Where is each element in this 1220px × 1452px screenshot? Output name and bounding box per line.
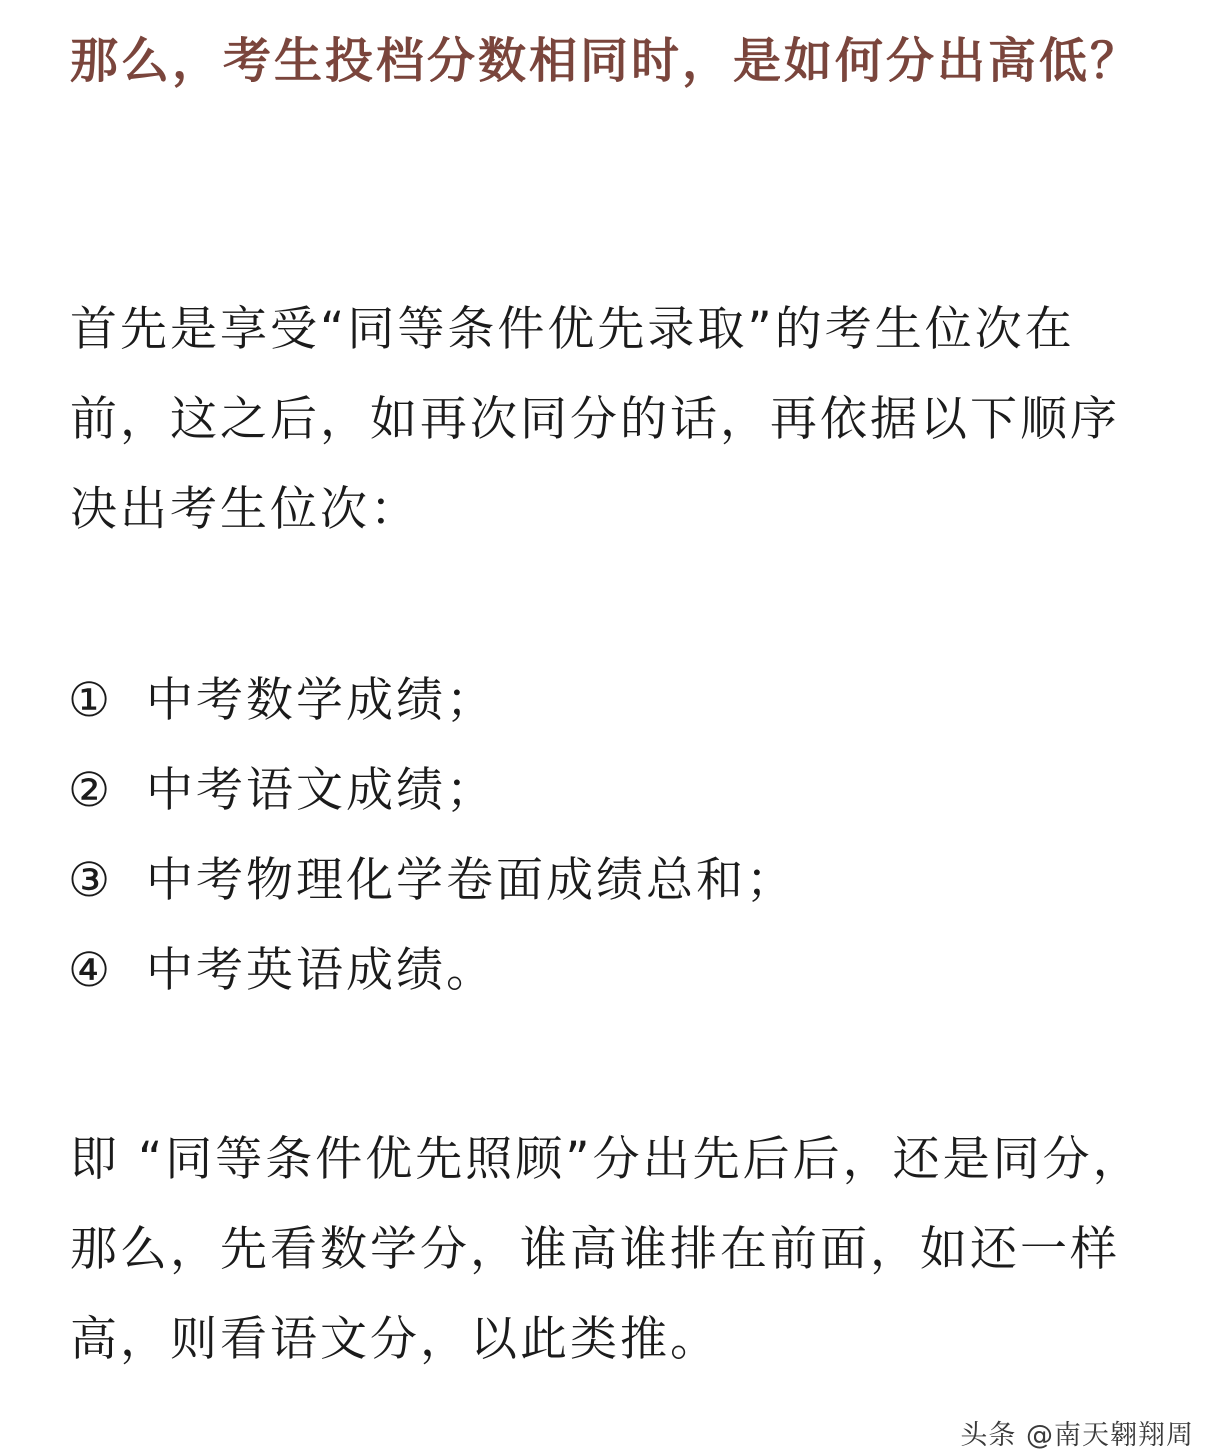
list-marker: ③ (68, 853, 114, 908)
list-item-text: 中考语文成绩； (146, 763, 496, 818)
list-item-text: 中考英语成绩。 (146, 943, 496, 998)
list-marker: ② (68, 763, 114, 818)
explanation-paragraph: 即 “同等条件优先照顾”分出先后后，还是同分，那么，先看数学分，谁高谁排在前面，如还一样高，则看语文分，以此类推。 (70, 1132, 1143, 1367)
list-item (68, 836, 796, 926)
section-heading: 那么，考生投档分数相同时，是如何分出高低？ (70, 33, 1142, 89)
intro-paragraph: 首先是享受“同等条件优先录取”的考生位次在前，这之后，如再次同分的话，再依据以下顺序决出考生位次： (70, 302, 1120, 537)
list-item-text: 中考数学成绩； (146, 673, 496, 728)
source-watermark: 头条 @南天翱翔周 (960, 1420, 1194, 1451)
list-item (68, 746, 796, 836)
list-item (68, 656, 796, 746)
list-item (68, 926, 796, 1016)
list-item-text: 中考物理化学卷面成绩总和； (146, 853, 796, 908)
ranking-criteria-list (68, 656, 796, 1016)
list-marker: ① (68, 673, 114, 728)
list-marker: ④ (68, 943, 114, 998)
